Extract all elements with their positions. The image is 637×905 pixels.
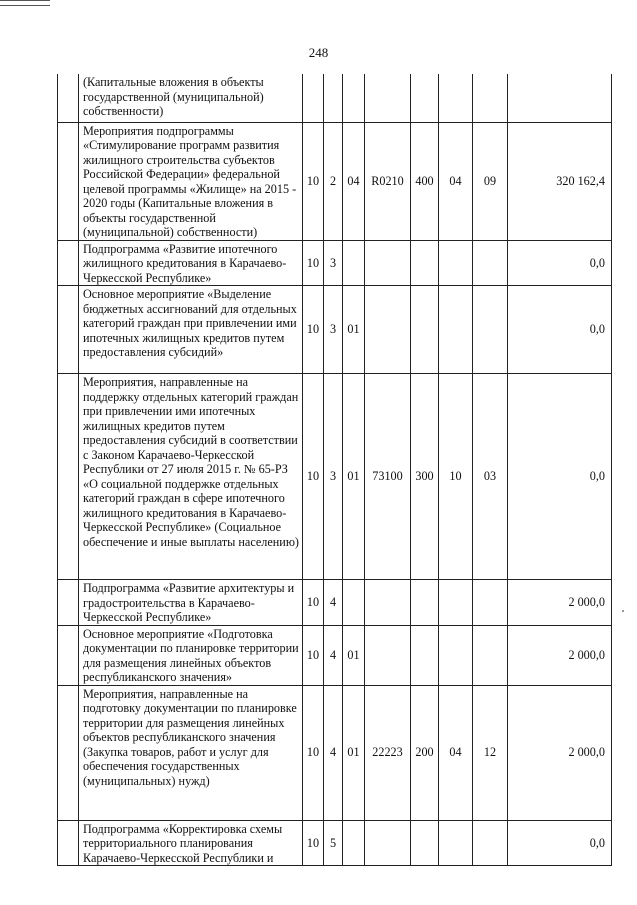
table-row — [58, 240, 612, 286]
description-cell: Мероприятия подпрограммы «Стимулирование программ развития жилищного строительства субъектов Российской Федерации» федеральной целевой программы «Жилище» на 2015 - 2020 годы (Капитальные вложения в объекты государственной (муниципальной) собственности) — [79, 122, 303, 240]
blank-cell — [58, 74, 79, 122]
table-row — [58, 685, 612, 820]
gp-code-cell: 10 — [303, 820, 324, 866]
subsection-cell: 12 — [473, 685, 508, 820]
pp-code-cell: 3 — [324, 374, 343, 580]
expense-type-cell — [411, 74, 439, 122]
amount-cell: 2 000,0 — [508, 625, 612, 685]
gp-code-cell: 10 — [303, 286, 324, 374]
blank-cell — [58, 374, 79, 580]
table-row — [58, 625, 612, 685]
om-code-cell — [343, 820, 365, 866]
om-code-cell: 01 — [343, 286, 365, 374]
expense-type-cell: 300 — [411, 374, 439, 580]
section-cell: 10 — [439, 374, 473, 580]
gp-code-cell: 10 — [303, 625, 324, 685]
page-number: 248 — [308, 45, 329, 60]
om-code-cell: 01 — [343, 685, 365, 820]
gp-code-cell: 10 — [303, 240, 324, 286]
amount-cell: 320 162,4 — [508, 122, 612, 240]
blank-cell — [58, 625, 79, 685]
gp-code-cell — [303, 74, 324, 122]
scan-speck — [622, 610, 624, 612]
direction-code-cell: 22223 — [365, 685, 411, 820]
subsection-cell: 09 — [473, 122, 508, 240]
expense-type-cell — [411, 580, 439, 626]
gp-code-cell: 10 — [303, 374, 324, 580]
amount-cell: 0,0 — [508, 286, 612, 374]
amount-cell: 0,0 — [508, 240, 612, 286]
table-row — [58, 374, 612, 580]
gp-code-cell: 10 — [303, 122, 324, 240]
om-code-cell — [343, 240, 365, 286]
subsection-cell — [473, 580, 508, 626]
subsection-cell: 03 — [473, 374, 508, 580]
om-code-cell: 01 — [343, 374, 365, 580]
amount-cell: 0,0 — [508, 820, 612, 866]
subsection-cell — [473, 820, 508, 866]
subsection-cell — [473, 625, 508, 685]
table-row — [58, 74, 612, 122]
direction-code-cell: 73100 — [365, 374, 411, 580]
direction-code-cell — [365, 286, 411, 374]
section-cell: 04 — [439, 685, 473, 820]
blank-cell — [58, 580, 79, 626]
description-cell: Подпрограмма «Развитие ипотечного жилищного кредитования в Карачаево-Черкесской Республике» — [79, 240, 303, 286]
direction-code-cell — [365, 74, 411, 122]
description-cell: Основное мероприятие «Подготовка документации по планировке территории для размещения линейных объектов республиканского значения» — [79, 625, 303, 685]
table-row — [58, 122, 612, 240]
subsection-cell — [473, 240, 508, 286]
amount-cell: 2 000,0 — [508, 580, 612, 626]
section-cell: 04 — [439, 122, 473, 240]
section-cell — [439, 286, 473, 374]
expense-type-cell — [411, 286, 439, 374]
pp-code-cell: 4 — [324, 580, 343, 626]
om-code-cell — [343, 580, 365, 626]
table-row — [58, 286, 612, 374]
pp-code-cell: 4 — [324, 625, 343, 685]
expense-type-cell — [411, 625, 439, 685]
description-cell: Основное мероприятие «Выделение бюджетных ассигнований для отдельных категорий граждан при привлечении ими ипотечных жилищных кредитов путем предоставления субсидий» — [79, 286, 303, 374]
om-code-cell: 04 — [343, 122, 365, 240]
blank-cell — [58, 122, 79, 240]
direction-code-cell — [365, 580, 411, 626]
direction-code-cell: R0210 — [365, 122, 411, 240]
pp-code-cell: 3 — [324, 286, 343, 374]
description-cell: Подпрограмма «Корректировка схемы территориального планирования Карачаево-Черкесской Республики и — [79, 820, 303, 866]
description-cell: Мероприятия, направленные на поддержку отдельных категорий граждан при привлечении ими ипотечных жилищных кредитов путем предоставления субсидий в соответствии с Законом Карачаево-Черкесской Республики от 27 июля 2015 г. № 65-РЗ «О социальной поддержке отдельных категорий граждан в сфере ипотечного жилищного кредитования в Карачаево-Черкесской Республике» (Социальное обеспечение и иные выплаты населению) — [79, 374, 303, 580]
direction-code-cell — [365, 625, 411, 685]
pp-code-cell: 3 — [324, 240, 343, 286]
section-cell — [439, 625, 473, 685]
subsection-cell — [473, 286, 508, 374]
section-cell — [439, 240, 473, 286]
om-code-cell: 01 — [343, 625, 365, 685]
table-body — [58, 74, 612, 866]
description-cell: Подпрограмма «Развитие архитектуры и градостроительства в Карачаево-Черкесской Республике» — [79, 580, 303, 626]
gp-code-cell: 10 — [303, 580, 324, 626]
blank-cell — [58, 820, 79, 866]
amount-cell — [508, 74, 612, 122]
direction-code-cell — [365, 820, 411, 866]
description-cell: Мероприятия, направленные на подготовку документации по планировке территории для размещения линейных объектов республиканского значения (Закупка товаров, работ и услуг для обеспечения государственных (муниципальных) нужд) — [79, 685, 303, 820]
budget-table — [57, 74, 612, 866]
expense-type-cell: 200 — [411, 685, 439, 820]
pp-code-cell: 4 — [324, 685, 343, 820]
table-row — [58, 580, 612, 626]
section-cell — [439, 580, 473, 626]
table-row — [58, 820, 612, 866]
amount-cell: 0,0 — [508, 374, 612, 580]
section-cell — [439, 74, 473, 122]
pp-code-cell: 5 — [324, 820, 343, 866]
section-cell — [439, 820, 473, 866]
blank-cell — [58, 240, 79, 286]
expense-type-cell — [411, 240, 439, 286]
direction-code-cell — [365, 240, 411, 286]
pp-code-cell: 2 — [324, 122, 343, 240]
expense-type-cell: 400 — [411, 122, 439, 240]
scan-corner-mark — [0, 0, 50, 6]
expense-type-cell — [411, 820, 439, 866]
pp-code-cell — [324, 74, 343, 122]
blank-cell — [58, 685, 79, 820]
om-code-cell — [343, 74, 365, 122]
gp-code-cell: 10 — [303, 685, 324, 820]
amount-cell: 2 000,0 — [508, 685, 612, 820]
description-cell: (Капитальные вложения в объекты государственной (муниципальной) собственности) — [79, 74, 303, 122]
subsection-cell — [473, 74, 508, 122]
blank-cell — [58, 286, 79, 374]
